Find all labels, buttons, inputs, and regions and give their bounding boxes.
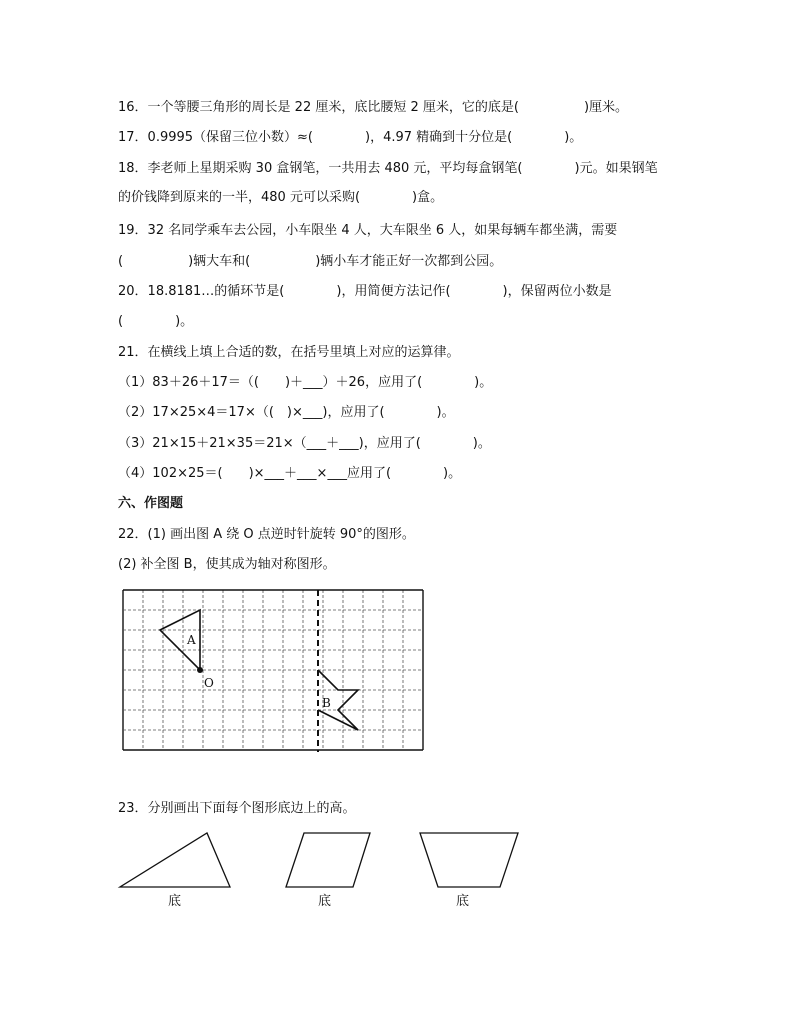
question-19-line1: 19．32 名同学乘车去公园，小车限坐 4 人，大车限坐 6 人，如果每辆车都坐满，需要	[118, 223, 618, 238]
question-20-line2: ( )。	[118, 314, 194, 329]
grid-lines	[123, 590, 423, 750]
question-16: 16．一个等腰三角形的周长是 22 厘米，底比腰短 2 厘米，它的底是( )厘米。	[118, 100, 629, 115]
figure-a-label: A	[187, 633, 196, 647]
question-17: 17．0.9995（保留三位小数）≈( )，4.97 精确到十分位是( )。	[118, 130, 583, 145]
question-21-part1: （1）83＋26＋17＝（( )＋___）＋26，应用了( )。	[118, 375, 493, 390]
question-22-part2: (2) 补全图 B，使其成为轴对称图形。	[118, 557, 336, 572]
question-19-line2: ( )辆大车和( )辆小车才能正好一次都到公园。	[118, 254, 503, 269]
grid-figure	[118, 585, 424, 759]
shapes-figure	[110, 830, 530, 895]
point-o	[197, 667, 203, 673]
trapezoid-shape	[420, 833, 518, 887]
parallelogram-shape	[286, 833, 370, 887]
question-23: 23．分别画出下面每个图形底边上的高。	[118, 801, 356, 816]
triangle-shape	[120, 833, 230, 887]
point-o-label: O	[204, 676, 214, 690]
question-20-line1: 20．18.8181…的循环节是( )，用简便方法记作( )，保留两位小数是	[118, 284, 612, 299]
trapezoid-base-label: 底	[456, 894, 470, 909]
question-21-part2: （2）17×25×4＝17×（( )×___)，应用了( )。	[118, 405, 455, 420]
question-22-part1: 22．(1) 画出图 A 绕 O 点逆时针旋转 90°的图形。	[118, 527, 415, 542]
triangle-base-label: 底	[168, 894, 182, 909]
question-21: 21．在横线上填上合适的数，在括号里填上对应的运算律。	[118, 345, 460, 360]
figure-b-label: B	[322, 696, 331, 710]
parallelogram-base-label: 底	[318, 894, 332, 909]
question-18-line2: 的价钱降到原来的一半，480 元可以采购( )盒。	[118, 190, 444, 205]
question-18-line1: 18．李老师上星期采购 30 盒钢笔，一共用去 480 元，平均每盒钢笔( )元。如果钢笔	[118, 161, 658, 176]
question-21-part3: （3）21×15＋21×35＝21×（___＋___)，应用了( )。	[118, 436, 491, 451]
question-21-part4: （4）102×25＝( )×___＋___×___应用了( )。	[118, 466, 462, 481]
section-heading: 六、作图题	[118, 496, 184, 511]
